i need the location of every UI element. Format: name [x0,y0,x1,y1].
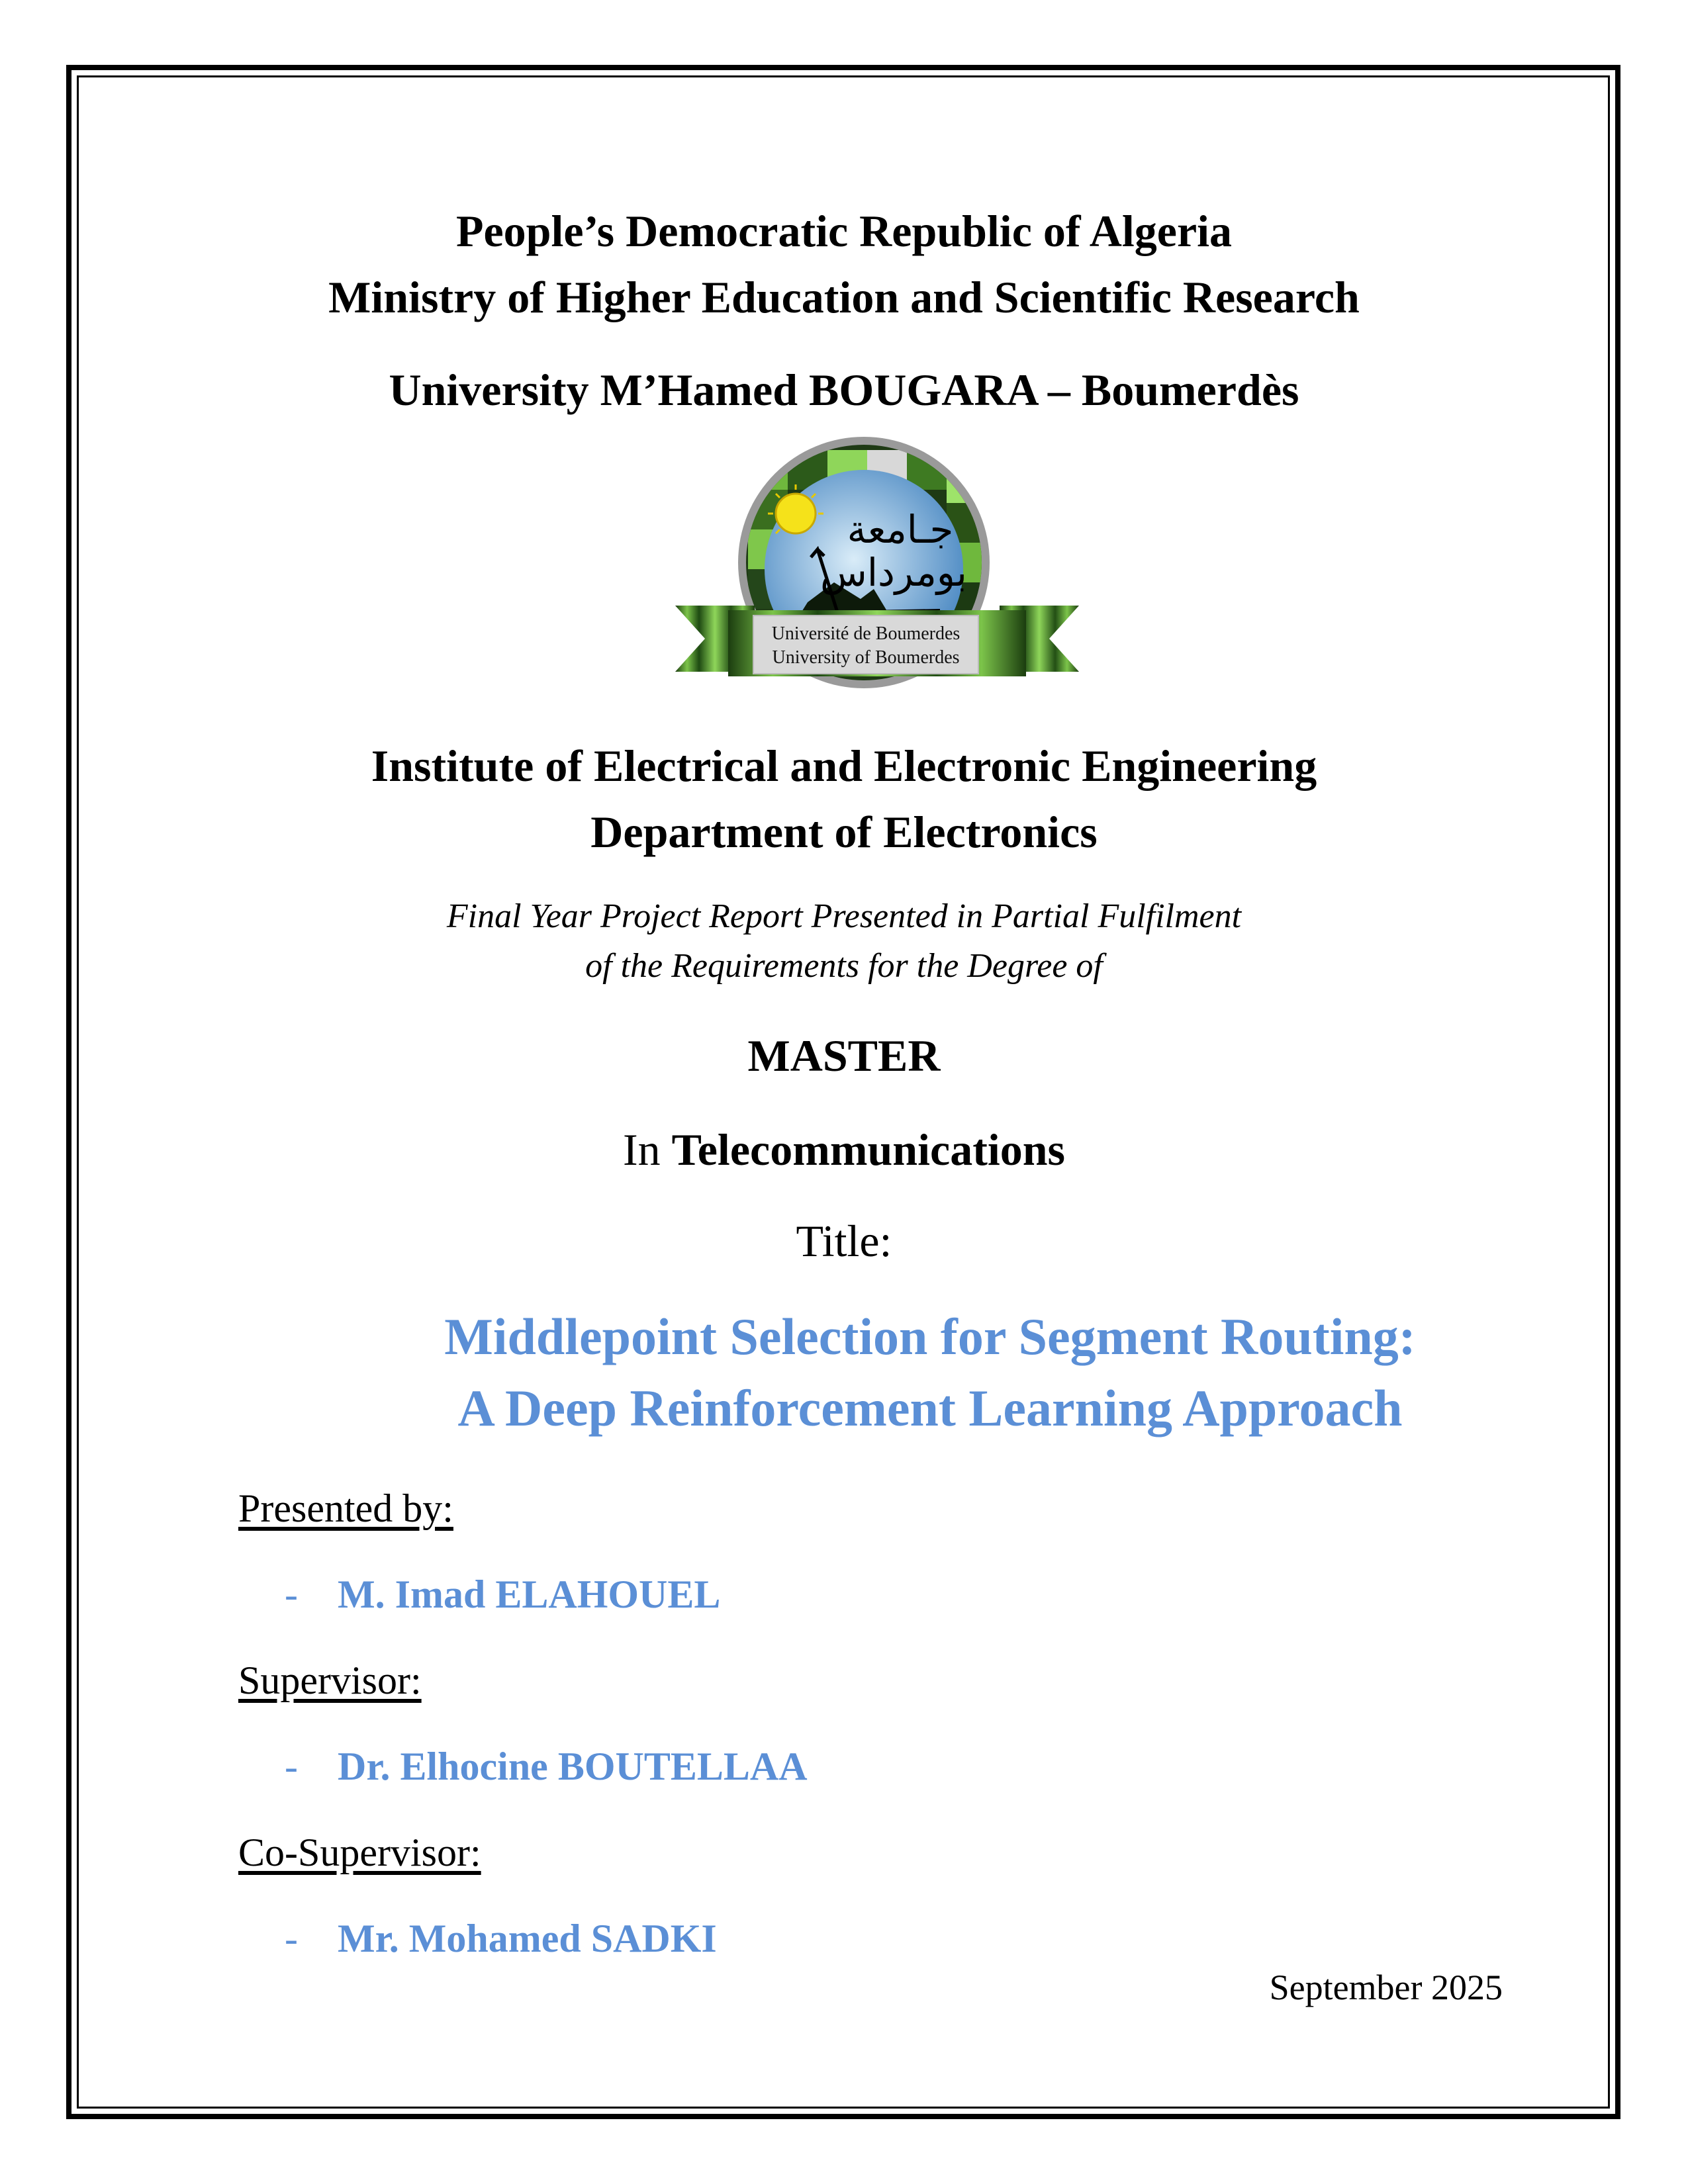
co-supervisor-label: Co-Supervisor: [238,1831,481,1874]
university-heading: University M’Hamed BOUGARA – Boumerdès [389,365,1299,415]
university-logo [675,437,1079,702]
report-line-1: Final Year Project Report Presented in Partial Fulfilment [446,897,1242,935]
logo-banner-line2: University of Boumerdes [772,647,960,668]
supervisor-entry [285,1744,808,1790]
co-supervisor-entry [285,1916,717,1962]
bullet-dash: - [285,1917,298,1960]
bullet-dash: - [285,1745,298,1788]
logo-arabic-line2: بومرداس [820,550,967,595]
thesis-title-line-2: A Deep Reinforcement Learning Approach [457,1379,1403,1437]
degree-in-prefix: In [622,1124,661,1175]
presenter-entry [285,1572,720,1617]
bullet-dash: - [285,1572,298,1616]
presenter-name: M. Imad ELAHOUEL [338,1572,721,1616]
logo-banner-line1: Université de Boumerdes [771,623,961,644]
supervisor-label: Supervisor: [238,1659,422,1702]
department-heading: Department of Electronics [590,807,1098,857]
thesis-title-line-1: Middlepoint Selection for Segment Routing: [444,1308,1416,1365]
institute-heading: Institute of Electrical and Electronic Engineering [371,741,1317,791]
report-line-2: of the Requirements for the Degree of [585,947,1103,985]
degree-field-line [0,1124,1688,1176]
degree-field: Telecommunications [671,1124,1066,1175]
logo-arabic-line1: جـامعة [847,507,954,552]
ministry-heading: Ministry of Higher Education and Scientific Research [328,272,1360,322]
presented-by-label: Presented by: [238,1486,453,1530]
co-supervisor-name: Mr. Mohamed SADKI [338,1917,717,1960]
supervisor-name: Dr. Elhocine BOUTELLAA [338,1745,808,1788]
title-label: Title: [796,1216,892,1266]
country-heading: People’s Democratic Republic of Algeria [455,206,1233,256]
submission-date: September 2025 [1269,1968,1503,2007]
degree-level: MASTER [747,1030,941,1081]
